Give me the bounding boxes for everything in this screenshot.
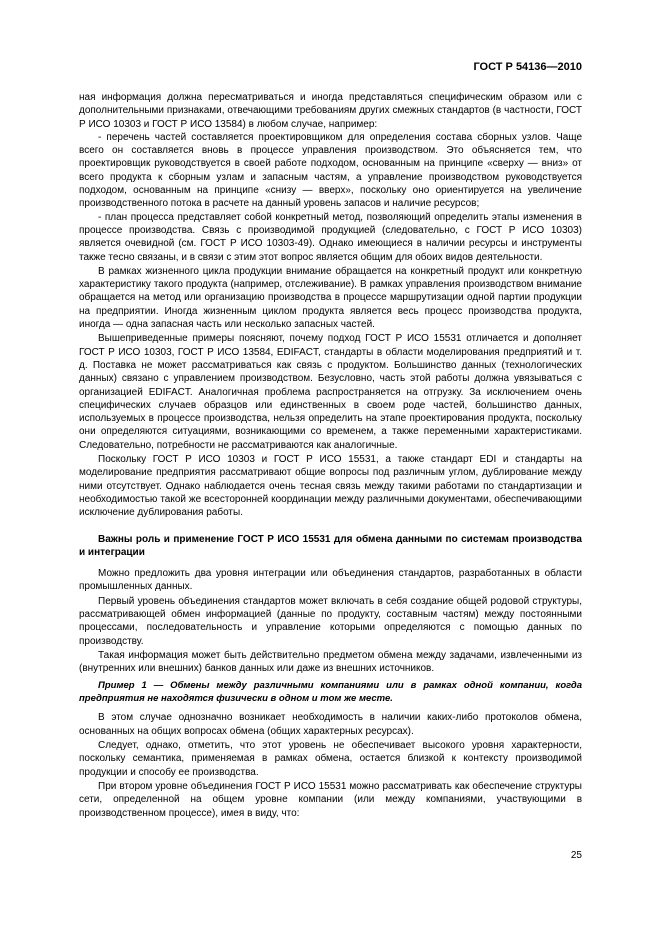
paragraph: Следует, однако, отметить, что этот уровень не обеспечивает высокого уровня характерности, поскольку семантика, применяемая в рамках обмена, остается близкой к контексту производимой продукции и способу ее производства. (79, 740, 582, 778)
paragraph: Первый уровень объединения стандартов может включать в себя создание общей родовой структуры, рассматривающей обмен информацией (данные по продукту, составным частям) между постоянными процессами, последовательность и управление которыми определяются с помощью данных по производству. (79, 595, 582, 647)
paragraph: - перечень частей составляется проектировщиком для определения состава сборных узлов. Чаще всего он составляется вновь в процессе управления производством. Это объясняется тем, что проектировщик руководствуется в своей работе подходом, основанным на принципе «сверху — вниз» от всего продукта к сборным узлам и запасным частям, а управление производством руководствуется подходом, основанным на принципе «снизу — вверх», поскольку оно ориентируется на увеличение производственного потока в расчете на данный уровень запасов и наличие ресурсов; (79, 131, 582, 210)
paragraph: В этом случае однозначно возникает необходимость в наличии каких-либо протоколов обмена, основанных на общих вопросах обмена (общих характерных ресурсах). (79, 712, 582, 737)
paragraph: ная информация должна пересматриваться и иногда представляться специфическим образом или с дополнительными признаками, отвечающими требованиям других смежных стандартов (в частности, ГОСТ Р ИСО 10303 и ГОСТ Р ИСО 13584) в любом случае, например: (79, 92, 582, 130)
paragraph: Вышеприведенные примеры поясняют, почему подход ГОСТ Р ИСО 15531 отличается и дополняет ГОСТ Р ИСО 10303, ГОСТ Р ИСО 13584, EDIFACT, стандарты в области моделирования предприятий и т. д. Поставка не может рассматриваться как связь с продуктом. Большинство данных (технологических данных) связано с управлением производством. Безусловно, часть этой работы должна увязываться с организацией EDIFACT. Аналогичная проблема распространяется на отгрузку. За исключением очень специфических случаев образцов или единственных в своем роде частей, большинство данных, используемых в процессе производства, нельзя определить на этапе проектирования продукта, поскольку они определяются ситуациями, возникающими со временем, а также переменными характеристиками. Следовательно, потребности не рассматриваются как аналогичные. (79, 333, 582, 451)
standard-header: ГОСТ Р 54136—2010 (473, 61, 582, 73)
example-note: Пример 1 — Обмены между различными компаниями или в рамках одной компании, когда предприятия не находятся физически в одном и том же месте. (79, 680, 582, 704)
paragraph: Можно предложить два уровня интеграции или объединения стандартов, разработанных в области промышленных данных. (79, 568, 582, 593)
paragraph: Поскольку ГОСТ Р ИСО 10303 и ГОСТ Р ИСО 15531, а также стандарт EDI и стандарты на моделирование предприятия рассматривают общие вопросы под различным углом, дублирование между ними отсутствует. Однако наблюдается очень тесная связь между такими работами по стандартизации и необходимостью такой же всесторонней координации между различными документами, обеспечивающими исключение дублирования работы. (79, 454, 582, 519)
paragraph: При втором уровне объединения ГОСТ Р ИСО 15531 можно рассматривать как обеспечение структуры сети, определенной на общем уровне компании (или между компаниями, участвующими в производственном процессе), имея в виду, что: (79, 780, 582, 819)
paragraph: Такая информация может быть действительно предметом обмена между задачами, извлеченными из (внутренних или внешних) банков данных или даже из внешних источников. (79, 649, 582, 675)
paragraph: - план процесса представляет собой конкретный метод, позволяющий определить этапы изменения в процессе производства. Связь с производимой продукцией (следовательно, с ГОСТ Р ИСО 10303) является очевидной (см. ГОСТ Р ИСО 10303-49). Однако имеющиеся в наличии ресурсы и инструменты также тесно связаны, и в связи с этим этот вопрос является общим для обоих видов деятельности. (79, 211, 582, 263)
section-heading: Важны роль и применение ГОСТ Р ИСО 15531 для обмена данными по системам производства и интеграции (79, 533, 582, 558)
document-body (79, 91, 582, 820)
paragraph: В рамках жизненного цикла продукции внимание обращается на конкретный продукт или конкретную характеристику такого продукта (например, отслеживание). В рамках управления производством внимание обращается на метод или организацию производства в процессе маршрутизации одной партии продукции на предприятии. Иногда жизненным циклом продукта является весь процесс производства продукта, иногда — одна запасная часть или несколько запасных частей. (79, 265, 582, 331)
page-number: 25 (570, 850, 582, 861)
